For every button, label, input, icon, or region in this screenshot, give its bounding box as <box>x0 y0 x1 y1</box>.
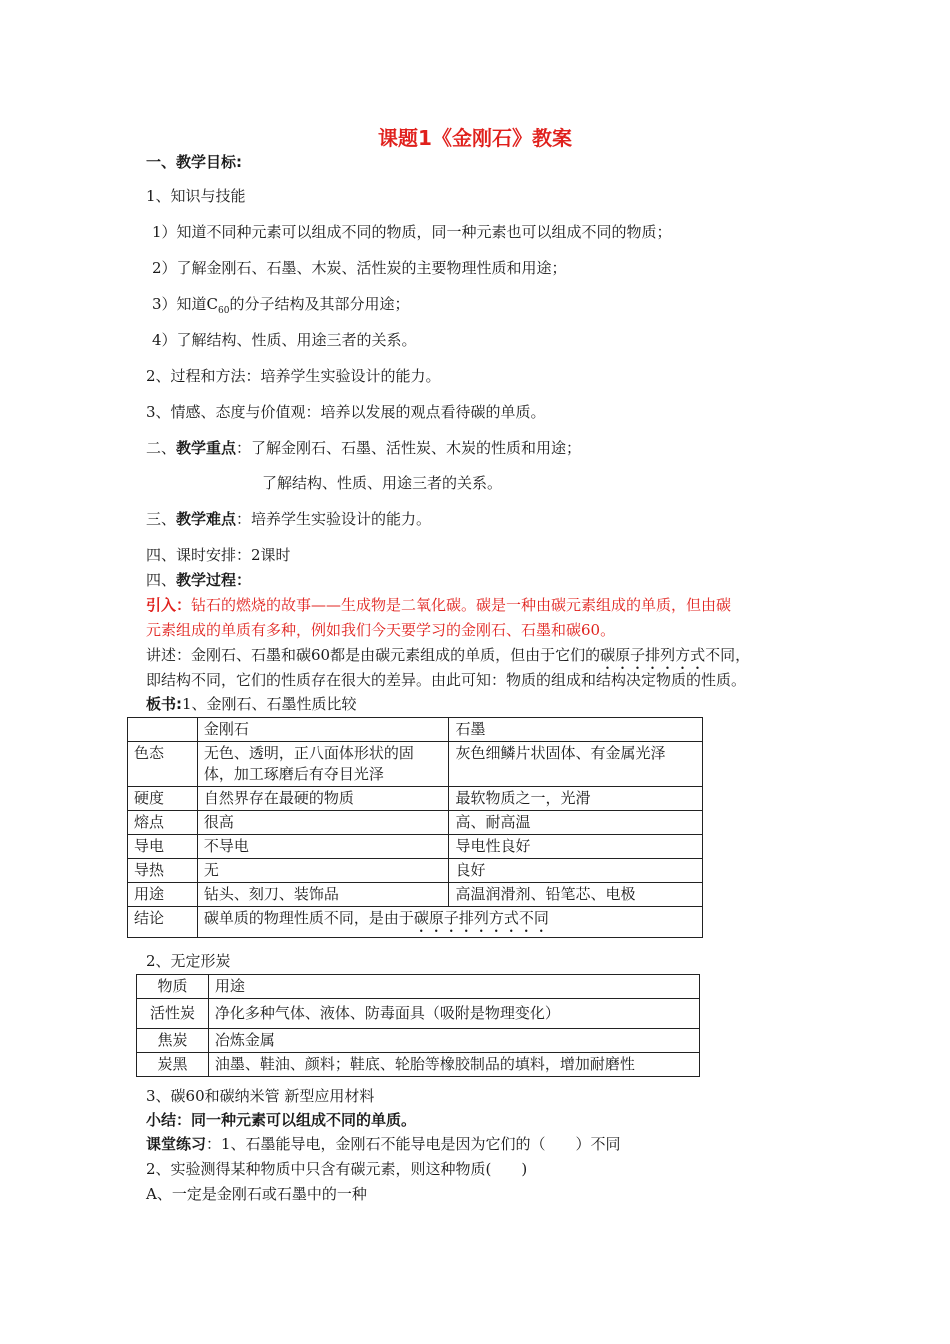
table-cell: 色态 <box>128 742 198 787</box>
lecture-1-emphasis: 碳原子排列方式 <box>600 646 706 664</box>
objective-item-4: 4）了解结构、性质、用途三者的关系。 <box>152 331 417 349</box>
table-cell: 净化多种气体、液体、防毒面具（吸附是物理变化） <box>208 999 699 1029</box>
table-cell: 最软物质之一，光滑 <box>449 787 703 811</box>
conclusion-pre: 碳单质的物理性质不同，是由于 <box>203 909 414 927</box>
table-cell: 用途 <box>128 883 198 907</box>
table-header-cell <box>128 718 198 742</box>
table-header-row <box>128 718 703 742</box>
table-cell: 结论 <box>128 907 198 938</box>
practice-label: 课堂练习 <box>146 1135 207 1153</box>
table-header-row <box>137 975 700 999</box>
table-cell: 很高 <box>197 811 449 835</box>
table-conclusion-cell <box>197 907 702 938</box>
board-line <box>146 694 357 714</box>
board-text: 1、金刚石、石墨性质比较 <box>182 695 357 713</box>
objective-item-3-pre: 3）知道C <box>152 295 219 313</box>
objective-item-1: 1）知道不同种元素可以组成不同的物质，同一种元素也可以组成不同的物质； <box>152 223 672 241</box>
table-row <box>128 742 703 787</box>
lecture-line-2: 即结构不同，它们的性质存在很大的差异。由此可知：物质的组成和结构决定物质的性质。 <box>146 671 747 689</box>
table-row <box>137 1053 700 1077</box>
section-schedule: 四、课时安排：2课时 <box>146 546 291 564</box>
practice-question-2: 2、实验测得某种物质中只含有碳元素，则这种物质( ) <box>146 1160 528 1178</box>
table-cell: 自然界存在最硬的物质 <box>197 787 449 811</box>
table-conclusion-row <box>128 907 703 938</box>
intro-label: 引入： <box>146 596 192 614</box>
table-cell: 灰色细鳞片状固体、有金属光泽 <box>449 742 703 787</box>
table-cell: 高温润滑剂、铅笔芯、电极 <box>449 883 703 907</box>
table-cell: 焦炭 <box>137 1029 209 1053</box>
table-cell: 导电 <box>128 835 198 859</box>
lecture-1-pre: 讲述：金刚石、石墨和碳60都是由碳元素组成的单质，但由于它们的 <box>146 646 601 664</box>
table-row <box>137 999 700 1029</box>
intro-line-1 <box>146 595 731 615</box>
section-key-points-label: 二、 <box>146 439 177 457</box>
section-key-points-text: ：了解金刚石、石墨、活性炭、木炭的性质和用途； <box>236 439 582 457</box>
table-cell: 导电性良好 <box>449 835 703 859</box>
practice-option-a: A、一定是金刚石或石墨中的一种 <box>146 1185 367 1203</box>
table-cell: 高、耐高温 <box>449 811 703 835</box>
objective-values: 3、情感、态度与价值观：培养以发展的观点看待碳的单质。 <box>146 403 546 421</box>
table-row <box>137 1029 700 1053</box>
intro-text-1: 钻石的燃烧的故事——生成物是二氧化碳。碳是一种由碳元素组成的单质，但由碳 <box>191 596 732 614</box>
practice-line-1 <box>146 1134 621 1154</box>
table-cell: 良好 <box>449 859 703 883</box>
section-difficulty-label: 三、 <box>146 510 177 528</box>
table-row <box>128 811 703 835</box>
section-key-points-text-2: 了解结构、性质、用途三者的关系。 <box>262 474 503 492</box>
objective-item-3 <box>152 294 410 321</box>
table-row <box>128 883 703 907</box>
section-key-points <box>146 438 581 458</box>
table-header-cell: 石墨 <box>449 718 703 742</box>
table-cell: 无色、透明，正八面体形状的固体，加工琢磨后有夺目光泽 <box>197 742 449 787</box>
table-row <box>128 787 703 811</box>
section-process-heading: 教学过程： <box>176 571 252 589</box>
table-cell: 硬度 <box>128 787 198 811</box>
page-title: 课题1《金刚石》教案 <box>378 126 572 150</box>
amorphous-carbon-heading: 2、无定形炭 <box>146 952 231 970</box>
table-header-cell: 用途 <box>208 975 699 999</box>
lecture-1-post: 不同， <box>705 646 751 664</box>
section-process <box>146 570 251 590</box>
section-process-label: 四、 <box>146 571 177 589</box>
table-cell: 熔点 <box>128 811 198 835</box>
summary-line: 小结：同一种元素可以组成不同的单质。 <box>146 1111 417 1129</box>
conclusion-emphasis: 碳原子排列方式不同 <box>413 909 549 927</box>
table-cell: 不导电 <box>197 835 449 859</box>
section-objectives-heading: 一、教学目标: <box>146 153 242 171</box>
table-cell: 冶炼金属 <box>208 1029 699 1053</box>
table-row <box>128 835 703 859</box>
table-cell: 导热 <box>128 859 198 883</box>
section-difficulty-heading: 教学难点 <box>176 510 237 528</box>
table-cell: 钻头、刻刀、装饰品 <box>197 883 449 907</box>
table-header-cell: 物质 <box>137 975 209 999</box>
practice-text: ：1、石墨能导电，金刚石不能导电是因为它们的（ ）不同 <box>206 1135 621 1153</box>
amorphous-carbon-table <box>136 974 700 1077</box>
objective-process: 2、过程和方法：培养学生实验设计的能力。 <box>146 367 441 385</box>
table-cell: 无 <box>197 859 449 883</box>
board-label: 板书: <box>146 695 182 713</box>
objective-item-2: 2）了解金刚石、石墨、木炭、活性炭的主要物理性质和用途； <box>152 259 567 277</box>
table-cell: 活性炭 <box>137 999 209 1029</box>
table-cell: 油墨、鞋油、颜料；鞋底、轮胎等橡胶制品的填料，增加耐磨性 <box>208 1053 699 1077</box>
subscript-60: 60 <box>218 306 230 316</box>
comparison-table <box>127 717 703 938</box>
table-header-cell: 金刚石 <box>197 718 449 742</box>
section-difficulty <box>146 509 431 529</box>
section-key-points-heading: 教学重点 <box>176 439 237 457</box>
lecture-line-1 <box>146 645 750 673</box>
section-difficulty-text: ：培养学生实验设计的能力。 <box>236 510 432 528</box>
table-row <box>128 859 703 883</box>
c60-line: 3、碳60和碳纳米管 新型应用材料 <box>146 1087 375 1105</box>
table-cell: 炭黑 <box>137 1053 209 1077</box>
objective-knowledge-heading: 1、知识与技能 <box>146 187 246 205</box>
objective-item-3-post: 的分子结构及其部分用途； <box>229 295 410 313</box>
intro-line-2: 元素组成的单质有多种，例如我们今天要学习的金刚石、石墨和碳60。 <box>146 621 616 639</box>
